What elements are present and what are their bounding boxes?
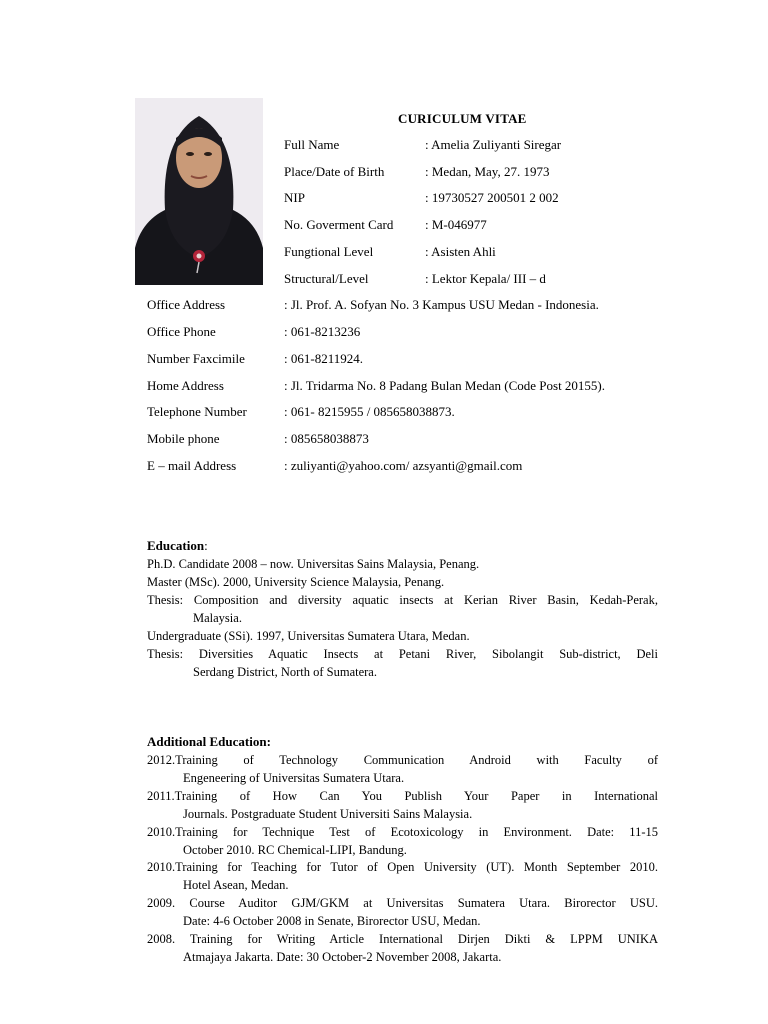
info-value: : 061-8213236 xyxy=(284,324,361,339)
info-value: : 19730527 200501 2 002 xyxy=(425,190,559,205)
additional-education-line: 2010.Training for Technique Test of Ecotoxicology in Environment. Date: 11-15 xyxy=(147,825,658,839)
additional-education-line: October 2010. RC Chemical-LIPI, Bandung. xyxy=(183,843,407,857)
additional-education-line: 2011.Training of How Can You Publish Your Paper in International xyxy=(147,789,658,803)
education-line: Thesis: Diversities Aquatic Insects at Petani River, Sibolangit Sub-district, Deli xyxy=(147,647,658,661)
education-heading: Education: xyxy=(147,538,208,553)
info-label: E – mail Address xyxy=(147,458,237,473)
info-label: Home Address xyxy=(147,378,224,393)
additional-education-line: Hotel Asean, Medan. xyxy=(183,878,289,892)
info-label: Telephone Number xyxy=(147,404,247,419)
cv-title: CURICULUM VITAE xyxy=(398,111,527,126)
additional-education-line: 2008. Training for Writing Article International Dirjen Dikti & LPPM UNIKA xyxy=(147,932,658,946)
info-value: : Lektor Kepala/ III – d xyxy=(425,271,546,286)
info-label: No. Goverment Card xyxy=(284,217,394,232)
info-label: NIP xyxy=(284,190,305,205)
info-label: Mobile phone xyxy=(147,431,220,446)
additional-education-line: Date: 4-6 October 2008 in Senate, Birorector USU, Medan. xyxy=(183,914,481,928)
info-value: : Jl. Tridarma No. 8 Padang Bulan Medan (Code Post 20155). xyxy=(284,378,606,393)
additional-education-line: Engeneering of Universitas Sumatera Utara. xyxy=(183,771,405,785)
additional-education-line: 2010.Training for Teaching for Tutor of Open University (UT). Month September 2010. xyxy=(147,860,658,874)
education-line: Serdang District, North of Sumatera. xyxy=(193,665,377,679)
additional-education-line: Journals. Postgraduate Student Universiti Sains Malaysia. xyxy=(183,807,473,821)
info-value: : Amelia Zuliyanti Siregar xyxy=(425,137,562,152)
info-value: : Medan, May, 27. 1973 xyxy=(425,164,550,179)
info-value: : 085658038873 xyxy=(284,431,369,446)
education-line: Malaysia. xyxy=(193,611,242,625)
profile-photo xyxy=(135,98,263,285)
info-value: : Jl. Prof. A. Sofyan No. 3 Kampus USU Medan - Indonesia. xyxy=(284,297,599,312)
info-value: : 061-8211924. xyxy=(284,351,363,366)
info-label: Place/Date of Birth xyxy=(284,164,385,179)
education-line: Undergraduate (SSi). 1997, Universitas Sumatera Utara, Medan. xyxy=(147,629,470,643)
education-line: Master (MSc). 2000, University Science Malaysia, Penang. xyxy=(147,575,445,589)
info-value: : Asisten Ahli xyxy=(425,244,496,259)
additional-education-line: 2012.Training of Technology Communication Android with Faculty of xyxy=(147,753,658,767)
info-label: Structural/Level xyxy=(284,271,369,286)
info-label: Fungtional Level xyxy=(284,244,374,259)
info-label: Office Phone xyxy=(147,324,216,339)
info-label: Office Address xyxy=(147,297,226,312)
info-value: : 061- 8215955 / 085658038873. xyxy=(284,404,455,419)
education-line: Ph.D. Candidate 2008 – now. Universitas Sains Malaysia, Penang. xyxy=(147,557,480,571)
additional-education-line: 2009. Course Auditor GJM/GKM at Universitas Sumatera Utara. Birorector USU. xyxy=(147,896,658,910)
info-label: Number Faxcimile xyxy=(147,351,245,366)
additional-education-heading: Additional Education: xyxy=(147,734,271,749)
info-value: : M-046977 xyxy=(425,217,487,232)
education-line: Thesis: Composition and diversity aquatic insects at Kerian River Basin, Kedah-Perak, xyxy=(147,593,658,607)
info-value: : zuliyanti@yahoo.com/ azsyanti@gmail.com xyxy=(284,458,523,473)
info-label: Full Name xyxy=(284,137,340,152)
additional-education-line: Atmajaya Jakarta. Date: 30 October-2 November 2008, Jakarta. xyxy=(183,950,502,964)
